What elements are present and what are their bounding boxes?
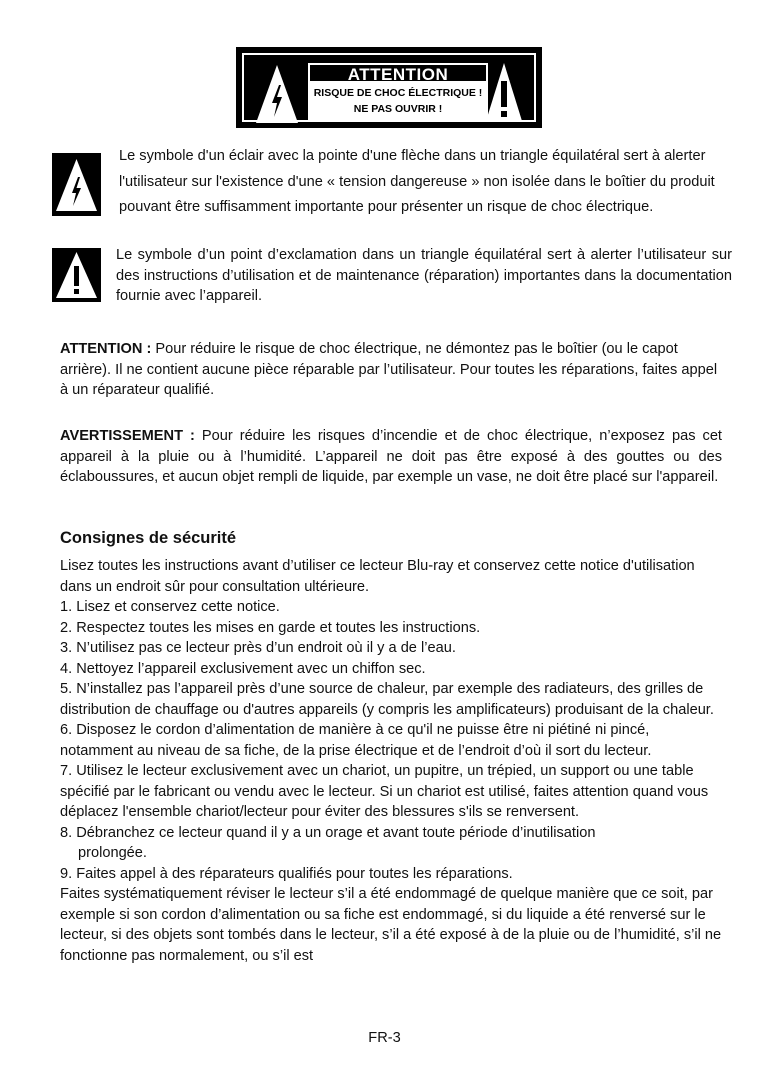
lightning-symbol-icon xyxy=(52,153,101,216)
avertissement-paragraph xyxy=(60,426,722,488)
warning-banner xyxy=(236,47,542,128)
exclamation-symbol-description: Le symbole d’un point d’exclamation dans un triangle équilatéral sert à alerter l’utilisateur sur des instructions d’utilisation et de maintenance (réparation) importantes dans la documentation fournie avec l’appareil. xyxy=(116,247,732,304)
lightning-symbol-description: Le symbole d'un éclair avec la pointe d'une flèche dans un triangle équilatéral sert à alerter l'utilisateur sur l'existence d'une « tension dangereuse » non isolée dans le boîtier du produit pouvant être suffisamment importante pour présenter un risque de choc électrique. xyxy=(119,148,715,215)
consignes-item: 5. N’installez pas l’appareil près d’une source de chaleur, par exemple des radiateurs, des grilles de distribution de chauffage ou d'autres appareils (y compris les amplificateurs) produisant de la chaleur. xyxy=(60,681,714,718)
consignes-item: 9. Faites appel à des réparateurs qualifiés pour toutes les réparations. xyxy=(60,865,513,882)
consignes-item-continued: prolongée. xyxy=(78,845,147,861)
warning-line-1: RISQUE DE CHOC ÉLECTRIQUE ! xyxy=(313,87,483,99)
avertissement-label: AVERTISSEMENT : xyxy=(60,428,195,444)
consignes-item: 4. Nettoyez l’appareil exclusivement avec un chiffon sec. xyxy=(60,660,426,677)
consignes-item: 1. Lisez et conservez cette notice. xyxy=(60,599,280,615)
page-number: FR-3 xyxy=(368,1030,401,1046)
attention-paragraph xyxy=(60,339,722,401)
warning-text-box xyxy=(308,63,488,121)
consignes-item: Faites systématiquement réviser le lecteur s’il a été endommagé de quelque manière que ce soit, par exemple si son cordon d’alimentation ou sa fiche est endommagé, si du liquide a été renversé sur le lecteur, si des objets sont tombés dans le lecteur, s’il a été exposé à de la pluie ou de l’humidité, s’il ne fonctionne pas normalement, ou s’il est xyxy=(60,886,722,964)
exclamation-triangle-icon xyxy=(484,61,524,123)
consignes-item: 6. Disposez le cordon d’alimentation de manière à ce qu'il ne puisse être ni piétiné ni pincé, notamment au niveau de sa fiche, de la prise électrique et de l’endroit d’où il sort du lecteur. xyxy=(60,722,652,759)
warning-title: ATTENTION xyxy=(308,63,488,83)
consignes-heading: Consignes de sécurité xyxy=(60,529,237,547)
consignes-item: 8. Débranchez ce lecteur quand il y a un orage et avant toute période d’inutilisation xyxy=(60,824,596,841)
lightning-triangle-icon xyxy=(254,63,300,125)
attention-text: Pour réduire le risque de choc électrique, ne démontez pas le boîtier (ou le capot arrière). Il ne contient aucune pièce réparable par l’utilisateur. Pour toutes les réparations, faites appel à un réparateur qualifié. xyxy=(60,341,718,398)
exclamation-symbol-icon xyxy=(52,248,101,302)
consignes-item: 2. Respectez toutes les mises en garde et toutes les instructions. xyxy=(60,619,481,636)
consignes-intro: Lisez toutes les instructions avant d’utiliser ce lecteur Blu-ray et conservez cette notice d'utilisation dans un endroit sûr pour consultation ultérieure. xyxy=(60,558,695,595)
consignes-body xyxy=(60,556,722,966)
consignes-item: 3. N’utilisez pas ce lecteur près d’un endroit où il y a de l’eau. xyxy=(60,640,456,656)
warning-line-2: NE PAS OUVRIR ! xyxy=(353,103,443,115)
consignes-item: 7. Utilisez le lecteur exclusivement avec un chariot, un pupitre, un trépied, un support ou une table spécifié par le fabricant ou vendu avec le lecteur. Si un chariot est utilisé, faites attention quand vous déplacez l'ensemble chariot/lecteur pour éviter des blessures s'ils se renversent. xyxy=(60,763,709,820)
avertissement-text: Pour réduire les risques d’incendie et de choc électrique, n’exposez pas cet appareil à la pluie ou à l’humidité. L’appareil ne doit pas être exposé à des gouttes ou des éclaboussures, et aucun objet rempli de liquide, par exemple un vase, ne doit être placé sur l'appareil. xyxy=(60,428,722,485)
warning-banner-frame xyxy=(242,53,536,122)
attention-label: ATTENTION : xyxy=(60,341,152,357)
